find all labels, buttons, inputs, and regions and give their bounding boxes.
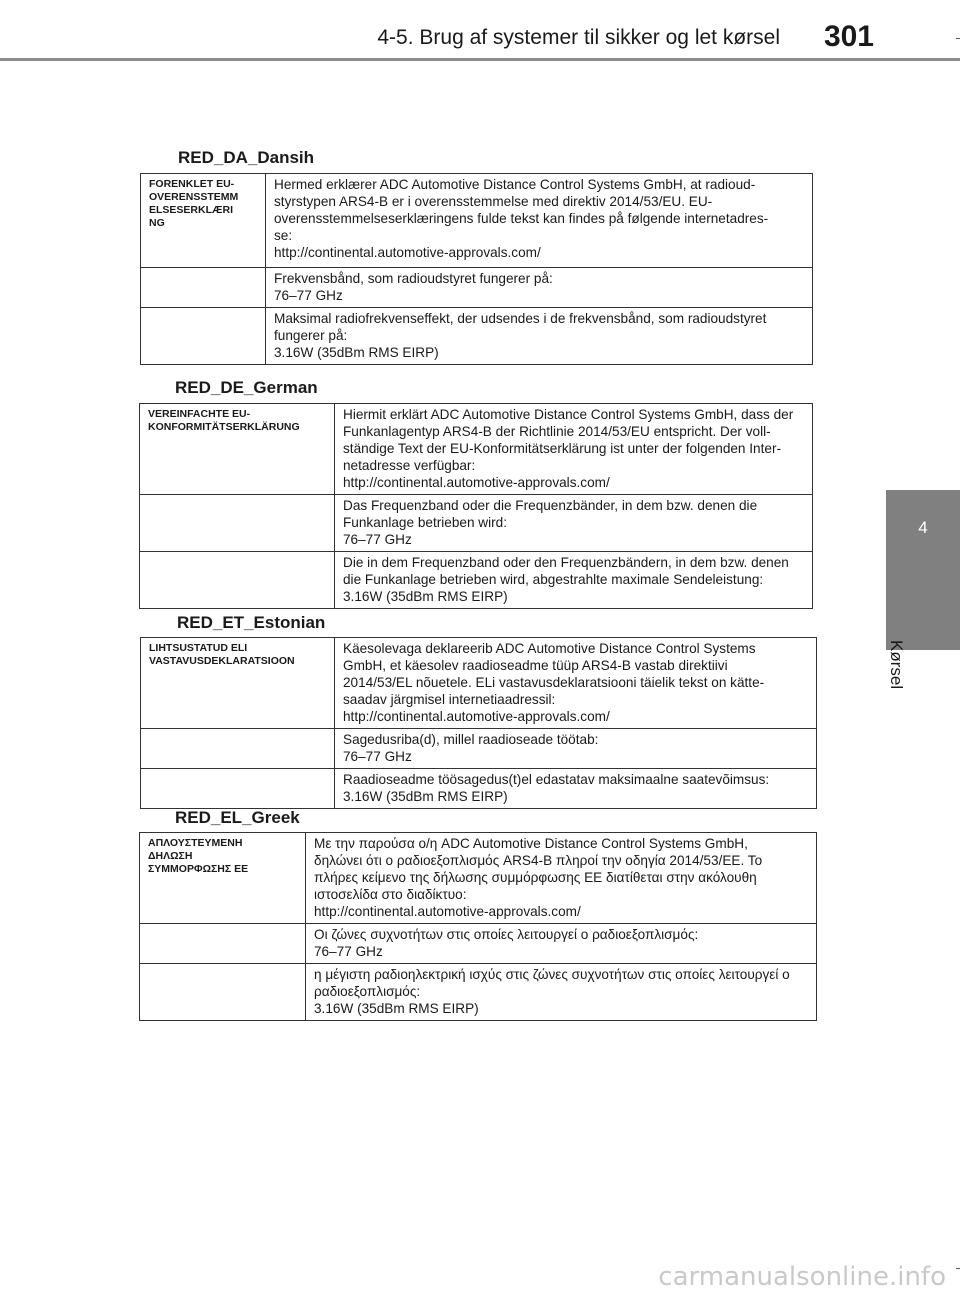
empty-cell — [141, 308, 266, 365]
frequency-band-text: Das Frequenzband oder die Frequenzbänder, in dem bzw. denen die Funkanlage betrieben wird: 76–77 GHz — [335, 495, 813, 552]
declaration-label: FORENKLET EU- OVERENSSTEMM ELSESERKLÆRI NG — [141, 174, 266, 268]
max-power-text: η μέγιστη ραδιοηλεκτρική ισχύς στις ζώνες συχνοτήτων στις οποίες λειτουργεί ο ραδιοεξοπλισμός: 3.16W (35dBm RMS EIRP) — [306, 964, 817, 1021]
table-row — [140, 964, 817, 1021]
declaration-text: Hiermit erklärt ADC Automotive Distance Control Systems GmbH, dass der Funkanlagentyp ARS4-B der Richtlinie 2014/53/EU entspricht. Der voll- ständige Text der EU-Konformitätserklärung ist unter der folgenden Inter- netadresse verfügbar: http://continental.automotive-approvals.com/ — [335, 404, 813, 495]
table-row — [141, 638, 817, 729]
header-divider — [0, 58, 960, 61]
empty-cell — [140, 552, 335, 609]
frequency-band-text: Sagedusriba(d), millel raadioseade töötab: 76–77 GHz — [335, 729, 817, 769]
table-row — [140, 495, 813, 552]
table-row — [141, 729, 817, 769]
empty-cell — [141, 729, 335, 769]
declaration-text: Käesolevaga deklareerib ADC Automotive Distance Control Systems GmbH, et käesolev raadioseadme tüüp ARS4-B vastab direktiivi 2014/53/EL nõuetele. ELi vastavusdeklaratsiooni täielik tekst on kätte- saadav järgmisel internetiaadressil: http://continental.automotive-approvals.com/ — [335, 638, 817, 729]
declaration-label: LIHTSUSTATUD ELI VASTAVUSDEKLARATSIOON — [141, 638, 335, 729]
table-row — [140, 552, 813, 609]
section-title-greek: RED_EL_Greek — [175, 808, 300, 827]
frequency-band-text: Frekvensbånd, som radioudstyret fungerer på: 76–77 GHz — [266, 268, 813, 308]
empty-cell — [140, 495, 335, 552]
empty-cell — [141, 769, 335, 809]
max-power-text: Die in dem Frequenzband oder den Frequenzbändern, in dem bzw. denen die Funkanlage betrieben wird, abgestrahlte maximale Sendeleistung: 3.16W (35dBm RMS EIRP) — [335, 552, 813, 609]
empty-cell — [140, 924, 306, 964]
conformity-table-greek — [139, 832, 817, 1021]
table-row — [141, 268, 813, 308]
declaration-text: Με την παρούσα ο/η ADC Automotive Distance Control Systems GmbH, δηλώνει ότι ο ραδιοεξοπλισμός ARS4-B πληροί την οδηγία 2014/53/ΕΕ. Το πλήρες κείμενο της δήλωσης συμμόρφωσης ΕΕ διατίθεται στην ακόλουθη ιστοσελίδα στο διαδίκτυο: http://continental.automotive-approvals.com/ — [306, 833, 817, 924]
max-power-text: Raadioseadme töösagedus(t)el edastatav maksimaalne saatevõimsus: 3.16W (35dBm RMS EIRP) — [335, 769, 817, 809]
declaration-label: VEREINFACHTE EU- KONFORMITÄTSERKLÄRUNG — [140, 404, 335, 495]
page-header — [0, 0, 960, 62]
section-title-danish: RED_DA_Dansih — [178, 148, 315, 167]
table-row — [140, 404, 813, 495]
chapter-title: 4-5. Brug af systemer til sikker og let kørsel — [377, 26, 780, 49]
conformity-table-estonian — [140, 637, 817, 809]
site-watermark: carmanualsonline.info — [658, 1262, 946, 1292]
frequency-band-text: Οι ζώνες συχνοτήτων στις οποίες λειτουργεί ο ραδιοεξοπλισμός: 76–77 GHz — [306, 924, 817, 964]
table-row — [140, 924, 817, 964]
empty-cell — [141, 268, 266, 308]
chapter-tab-label-wrap — [880, 580, 940, 690]
declaration-label: ΑΠΛΟΥΣΤΕΥΜΕΝΗ ΔΗΛΩΣΗ ΣΥΜΜΟΡΦΩΣΗΣ ΕΕ — [140, 833, 306, 924]
chapter-tab-number: 4 — [918, 518, 928, 537]
table-row — [141, 769, 817, 809]
table-row — [141, 174, 813, 268]
conformity-table-danish — [140, 173, 813, 365]
crop-mark — [956, 38, 960, 39]
section-title-german: RED_DE_German — [175, 378, 318, 397]
chapter-tab-label: Kørsel — [887, 640, 906, 690]
crop-mark — [956, 1268, 960, 1269]
declaration-text: Hermed erklærer ADC Automotive Distance Control Systems GmbH, at radioud- styrstypen ARS4-B er i overensstemmelse med direktiv 2014/53/EU. EU- overensstemmelseserklæringens fulde tekst kan findes på følgende internetadres- se: http://continental.automotive-approvals.com/ — [266, 174, 813, 268]
max-power-text: Maksimal radiofrekvenseffekt, der udsendes i de frekvensbånd, som radioudstyret fungerer på: 3.16W (35dBm RMS EIRP) — [266, 308, 813, 365]
table-row — [140, 833, 817, 924]
table-row — [141, 308, 813, 365]
section-title-estonian: RED_ET_Estonian — [177, 613, 326, 632]
empty-cell — [140, 964, 306, 1021]
page-number: 301 — [823, 20, 874, 53]
conformity-table-german — [139, 403, 813, 609]
